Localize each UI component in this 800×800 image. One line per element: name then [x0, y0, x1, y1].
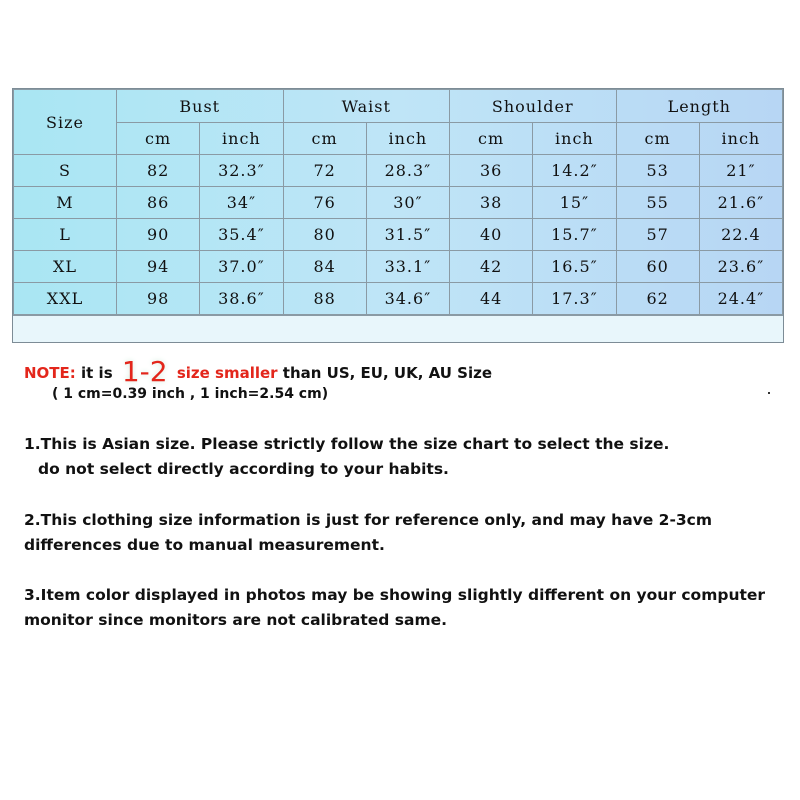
measurement-cell: 84: [283, 251, 366, 283]
length-header: Length: [616, 90, 783, 123]
size-label: S: [14, 155, 117, 187]
measurement-cell: 88: [283, 283, 366, 315]
shoulder-header: Shoulder: [450, 90, 617, 123]
bust-header: Bust: [117, 90, 284, 123]
measurement-cell: 24.4″: [699, 283, 782, 315]
measurement-cell: 37.0″: [200, 251, 283, 283]
instruction-3: [24, 583, 765, 633]
measurement-cell: 60: [616, 251, 699, 283]
unit-inch: inch: [533, 123, 616, 155]
size-table: [13, 89, 783, 315]
measurement-cell: 76: [283, 187, 366, 219]
unit-inch: inch: [366, 123, 449, 155]
table-row: [14, 187, 783, 219]
measurement-cell: 35.4″: [200, 219, 283, 251]
measurement-cell: 44: [450, 283, 533, 315]
size-label: L: [14, 219, 117, 251]
measurement-cell: 21″: [699, 155, 782, 187]
table-row: [14, 155, 783, 187]
size-header: Size: [14, 90, 117, 155]
measurement-cell: 16.5″: [533, 251, 616, 283]
measurement-cell: 72: [283, 155, 366, 187]
instruction-1-line-2: do not select directly according to your habits.: [38, 460, 449, 478]
instruction-3-line-1: 3.Item color displayed in photos may be showing slightly different on your computer: [24, 586, 766, 604]
waist-header: Waist: [283, 90, 450, 123]
size-note: [24, 355, 492, 388]
measurement-cell: 14.2″: [533, 155, 616, 187]
measurement-cell: 32.3″: [200, 155, 283, 187]
size-label: XXL: [14, 283, 117, 315]
instruction-1: [24, 432, 669, 482]
note-red-text: size smaller: [171, 364, 278, 382]
measurement-cell: 62: [616, 283, 699, 315]
measurement-cell: 38.6″: [200, 283, 283, 315]
measurement-cell: 94: [117, 251, 200, 283]
measurement-cell: 28.3″: [366, 155, 449, 187]
measurement-cell: 86: [117, 187, 200, 219]
measurement-cell: 23.6″: [699, 251, 782, 283]
measurement-cell: 57: [616, 219, 699, 251]
measurement-cell: 15.7″: [533, 219, 616, 251]
instruction-1-line-1: 1.This is Asian size. Please strictly follow the size chart to select the size.: [24, 435, 670, 453]
note-label: NOTE:: [24, 364, 76, 382]
table-empty-row: [13, 315, 783, 342]
size-label: M: [14, 187, 117, 219]
unit-inch: inch: [699, 123, 782, 155]
measurement-cell: 90: [117, 219, 200, 251]
measurement-cell: 40: [450, 219, 533, 251]
table-row: [14, 219, 783, 251]
table-row: [14, 251, 783, 283]
size-chart: [12, 88, 784, 343]
instruction-2: [24, 508, 712, 558]
measurement-cell: 17.3″: [533, 283, 616, 315]
table-header-row: [14, 90, 783, 123]
table-unit-row: [14, 123, 783, 155]
note-highlight: 1-2: [121, 355, 168, 388]
measurement-cell: 98: [117, 283, 200, 315]
measurement-cell: 34″: [200, 187, 283, 219]
measurement-cell: 22.4: [699, 219, 782, 251]
measurement-cell: 30″: [366, 187, 449, 219]
measurement-cell: 31.5″: [366, 219, 449, 251]
measurement-cell: 36: [450, 155, 533, 187]
note-text-before: it is: [75, 364, 118, 382]
measurement-cell: 15″: [533, 187, 616, 219]
note-text-after: than US, EU, UK, AU Size: [277, 364, 493, 382]
measurement-cell: 42: [450, 251, 533, 283]
unit-conversion: ( 1 cm=0.39 inch , 1 inch=2.54 cm): [52, 386, 329, 402]
size-label: XL: [14, 251, 117, 283]
unit-inch: inch: [200, 123, 283, 155]
unit-cm: cm: [450, 123, 533, 155]
instruction-2-line-2: differences due to manual measurement.: [24, 536, 385, 554]
measurement-cell: 38: [450, 187, 533, 219]
unit-cm: cm: [283, 123, 366, 155]
instruction-3-line-2: monitor since monitors are not calibrated same.: [24, 611, 448, 629]
unit-cm: cm: [616, 123, 699, 155]
measurement-cell: 34.6″: [366, 283, 449, 315]
measurement-cell: 55: [616, 187, 699, 219]
table-row: [14, 283, 783, 315]
measurement-cell: 21.6″: [699, 187, 782, 219]
measurement-cell: 82: [117, 155, 200, 187]
measurement-cell: 53: [616, 155, 699, 187]
unit-cm: cm: [117, 123, 200, 155]
measurement-cell: 80: [283, 219, 366, 251]
measurement-cell: 33.1″: [366, 251, 449, 283]
instruction-2-line-1: 2.This clothing size information is just for reference only, and may have 2-3cm: [24, 511, 713, 529]
stray-dot: [768, 392, 770, 394]
